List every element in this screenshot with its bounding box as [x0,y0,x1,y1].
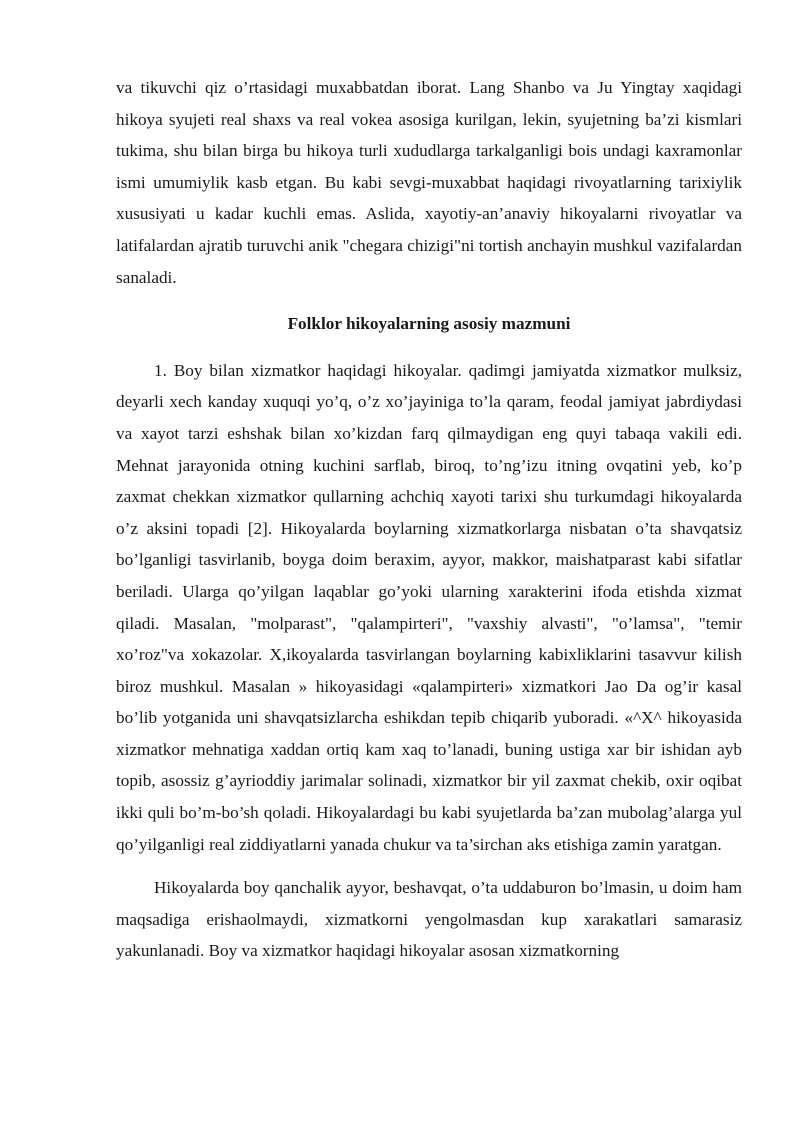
section-heading: Folklor hikoyalarning asosiy mazmuni [287,314,571,334]
paragraph-gap [116,860,742,872]
paragraph-conclusion: Hikoyalarda boy qanchalik ayyor, beshavqat, o’ta uddaburon bo’lmasin, u doim ham maqsadiga erishaolmaydi, xizmatkorni yengolmasdan kup xarakatlari samarasiz yakunlanadi. Boy va xizmatkor haqidagi hikoyalar asosan xizmatkorning [116,878,742,961]
paragraph-boy-xizmatkor: 1. Boy bilan xizmatkor haqidagi hikoyalar. qadimgi jamiyatda xizmatkor mulksiz, deyarli xech kanday xuquqi yo’q, o’z xo’jayiniga to’la qaram, feodal jamiyat jabrdiydasi va xayot tarzi eshshak bilan xo’kizdan farq qilmaydigan eng quyi tabaqa vakili edi. Mehnat jarayonida otning kuchini sarflab, biroq, to’ng’izu itning ovqatini yeb, ko’p zaxmat chekkan xizmatkor qullarning achchiq xayoti tarixi shu turkumdagi hikoyalarda o’z aksini topadi [2]. Hikoyalarda boylarning xizmatkorlarga nisbatan o’ta shavqatsiz bo’lganligi tasvirlanib, boyga doim beraxim, ayyor, makkor, maishatparast kabi sifatlar beriladi. Ularga qo’yilgan laqablar go’yoki ularning xarakterini ifoda etishda xizmat qiladi. Masalan, "molparast", "qalampirteri", "vaxshiy alvasti", "o’lamsa", "temir xo’roz"va xokazolar. X,ikoyalarda tasvirlangan boylarning kabixliklarini tasavvur kilish biroz mushkul. Masalan » hikoyasidagi «qalampirteri» xizmatkori Jao Da og’ir kasal bo’lib yotganida uni shavqatsizlarcha eshikdan tepib chiqarib yuboradi. «^X^ hikoyasida xizmatkor mehnatiga xaddan ortiq kam xaq to’lanadi, buning ustiga xar bir ishidan ayb topib, asossiz g’ayrioddiy jarimalar solinadi, xizmatkor bir yil zaxmat chekib, oxir oqibat ikki quli bo’m-bo’sh qoladi. Hikoyalardagi bu kabi syujetlarda ba’zan mubolag’alarga yul qo’yilganligi real ziddiyatlarni yanada chukur va ta’sirchan aks etishiga zamin yaratgan. [116,360,742,854]
document-page [116,72,742,967]
paragraph-intro: va tikuvchi qiz o’rtasidagi muxabbatdan iborat. Lang Shanbo va Ju Yingtay xaqidagi hikoya syujeti real shaxs va real vokea asosiga kurilgan, lekin, syujetning ba’zi kismlari tukima, shu bilan birga bu hikoya turli xududlarga tarkalganligi bois undagi kaxramonlar ismi umumiylik kasb etgan. Bu kabi sevgi-muxabbat haqidagi rivoyatlarning tarixiylik xususiyati u kadar kuchli emas. Aslida, xayotiy-an’anaviy hikoyalarni rivoyatlar va latifalardan ajratib turuvchi anik "chegara chizigi"ni tortish anchayin mushkul vazifalardan sanaladi. [116,78,742,287]
